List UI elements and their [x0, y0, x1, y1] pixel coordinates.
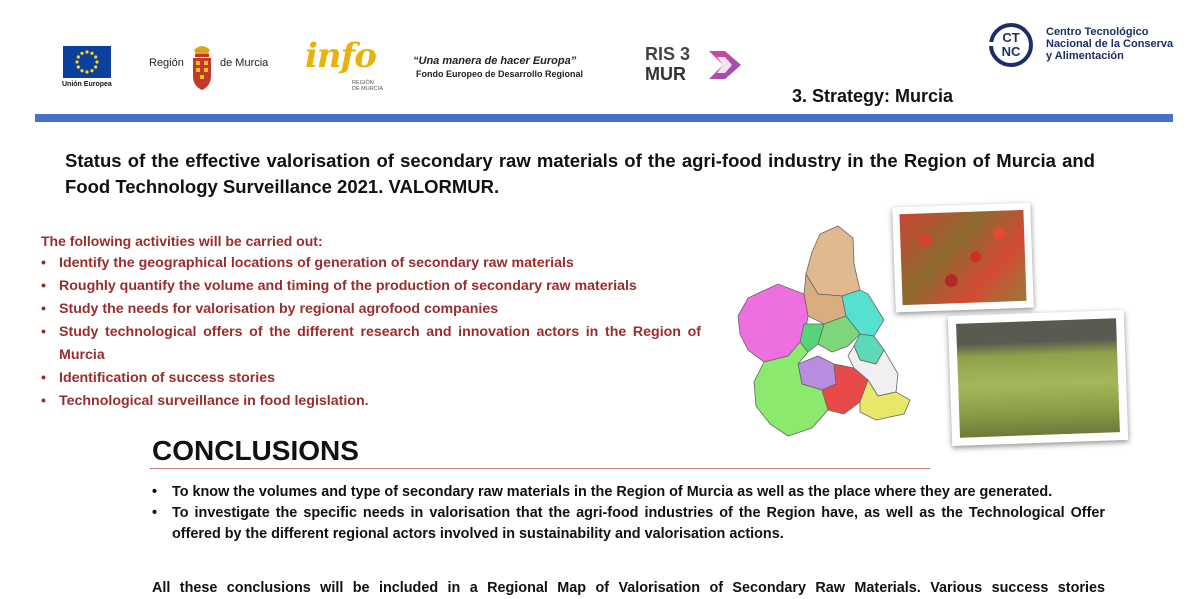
activity-text: Study technological offers of the different research and innovation actors in the Region of Murcia [59, 324, 701, 363]
ctnc-logo-icon [988, 22, 1034, 73]
ctnc-line-3: y Alimentación [1046, 50, 1124, 62]
feder-slogan: “Una manera de hacer Europa” [413, 55, 577, 67]
vegetable-waste-photo [948, 310, 1128, 446]
list-item [41, 390, 701, 413]
conclusions-list [152, 482, 1105, 545]
tomato-waste-photo [892, 203, 1034, 313]
activities-list [41, 252, 701, 413]
activity-text: Technological surveillance in food legislation. [59, 393, 369, 409]
ctnc-logo-text [1046, 26, 1173, 62]
list-item [41, 275, 701, 298]
header-divider-bar [35, 114, 1173, 122]
ris3-logo-line1: RIS 3 [645, 44, 691, 64]
region-murcia-label-right: de Murcia [220, 57, 269, 69]
list-item [41, 252, 701, 275]
page-title: Status of the effective valorisation of secondary raw materials of the agri-food industry in the Region of Murcia and Food Technology Surveillance 2021. VALORMUR. [65, 150, 1095, 197]
bullet-icon: • [41, 301, 46, 317]
ctnc-line-1: Centro Tecnológico [1046, 26, 1149, 38]
activity-text: Study the needs for valorisation by regional agrofood companies [59, 301, 499, 317]
ris3-heart-icon [705, 47, 745, 88]
info-logo: info [305, 36, 376, 76]
ctnc-line-2: Nacional de la Conserva [1046, 38, 1174, 50]
info-sub-line-1: REGIÓN [352, 80, 374, 86]
info-logo-subtitle [352, 80, 383, 92]
bullet-icon: • [41, 255, 46, 271]
list-item [41, 367, 701, 390]
feder-fund-name: Fondo Europeo de Desarrollo Regional [416, 69, 584, 79]
list-item [152, 482, 1105, 503]
svg-text:NC: NC [1001, 44, 1021, 59]
closing-paragraph: All these conclusions will be included in a Regional Map of Valorisation of Secondary Raw Materials. Various success stories [152, 580, 1105, 596]
conclusions-title: CONCLUSIONS [152, 435, 359, 466]
activity-text: Identification of success stories [59, 370, 276, 386]
info-sub-line-2: DE MURCIA [352, 86, 383, 92]
bullet-icon: • [41, 324, 46, 340]
vegetable-waste-photo-content [956, 318, 1120, 438]
list-item [152, 503, 1105, 545]
section-title: 3. Strategy: Murcia [792, 86, 954, 106]
bullet-icon: • [41, 370, 46, 386]
conclusion-text: To know the volumes and type of secondary raw materials in the Region of Murcia as well as the place where they are generated. [172, 484, 1053, 500]
activity-text: Identify the geographical locations of generation of secondary raw materials [59, 255, 574, 271]
conclusions-divider [150, 468, 930, 469]
bullet-icon: • [152, 484, 158, 500]
ris3-logo-line2: MUR [645, 64, 686, 84]
activities-heading: The following activities will be carried out: [41, 233, 323, 249]
tomato-waste-photo-content [899, 210, 1026, 305]
eu-flag-logo [63, 46, 111, 78]
svg-text:CT: CT [1002, 30, 1020, 45]
eu-caption: Unión Europea [62, 81, 112, 88]
list-item [41, 298, 701, 321]
region-murcia-label-left: Región [149, 57, 184, 69]
bullet-icon: • [41, 278, 46, 294]
conclusion-text: To investigate the specific needs in valorisation that the agri-food industries of the Region have, as well as the Technological Offer offered by the different regional actors involved in sustainability and valorisation actions. [172, 505, 1105, 542]
murcia-shield-logo [189, 42, 215, 92]
list-item [41, 321, 701, 367]
activity-text: Roughly quantify the volume and timing of the production of secondary raw materials [59, 278, 637, 294]
bullet-icon: • [41, 393, 46, 409]
bullet-icon: • [152, 505, 158, 521]
